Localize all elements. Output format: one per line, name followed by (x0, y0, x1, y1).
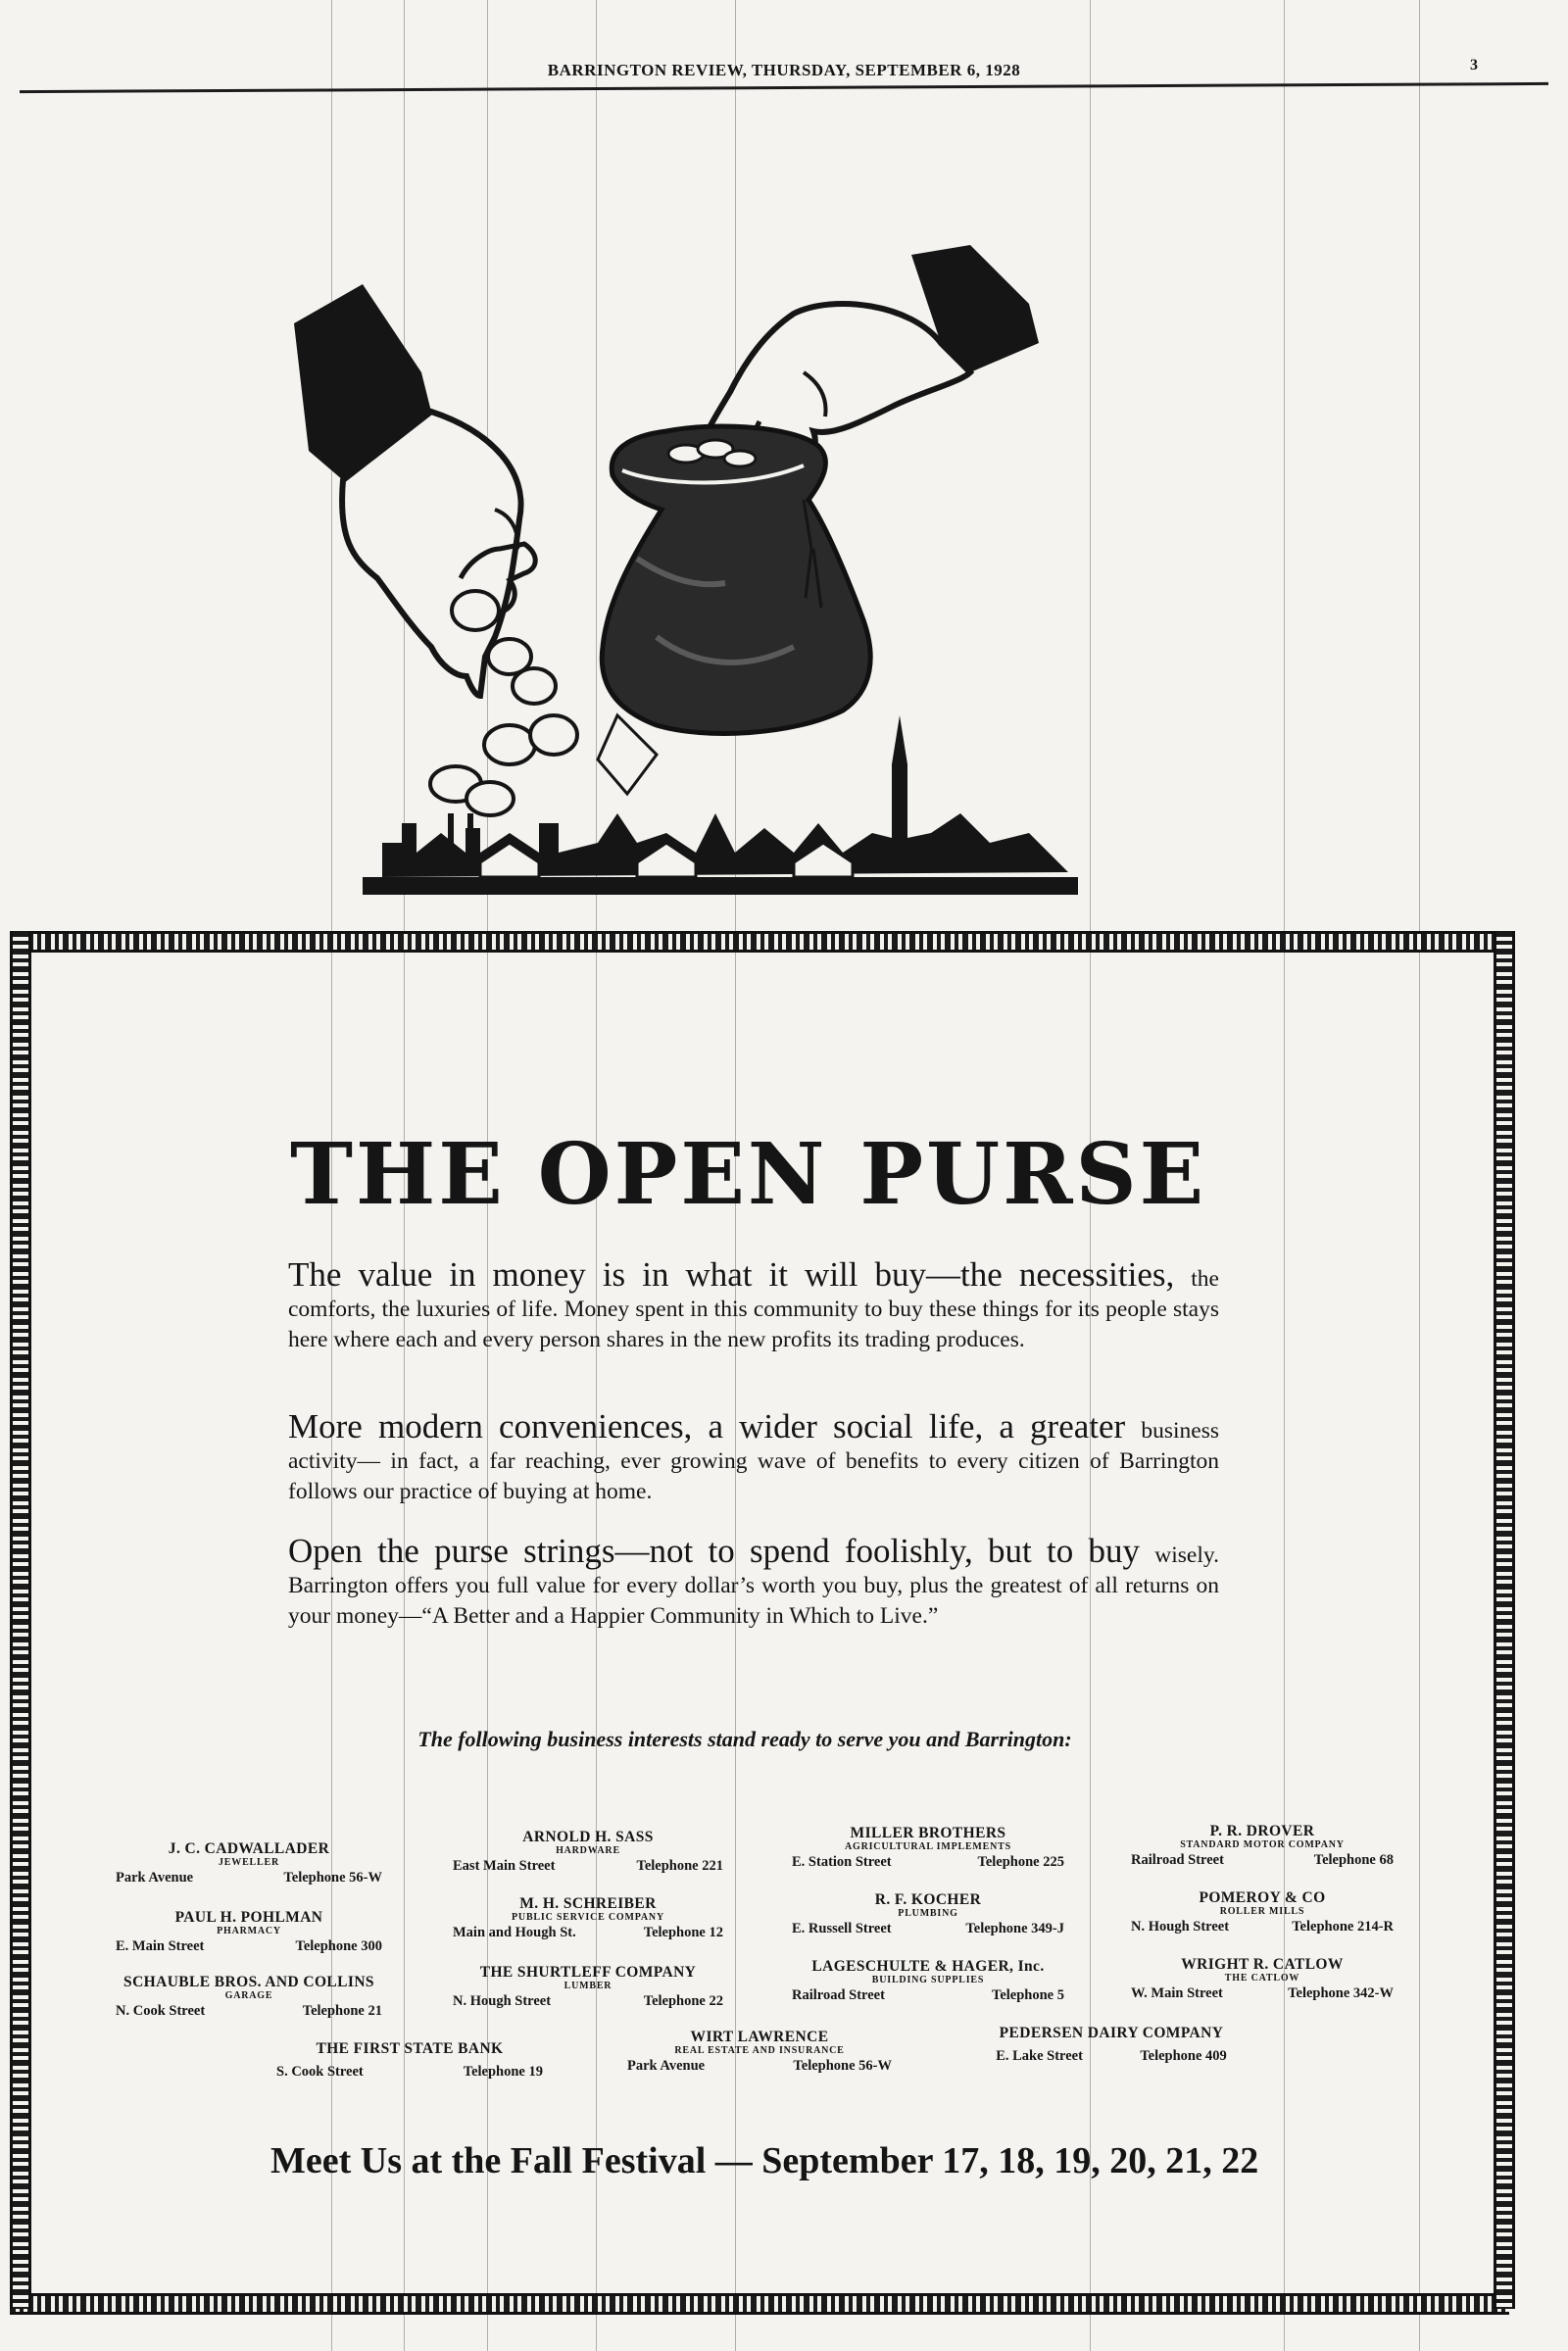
paragraph-1 (288, 1256, 1219, 1355)
paragraph-2-body: business activity— in fact, a far reaching, ever growing wave of benefits to every citizen of Barrington follows our practice of buying at home. (288, 1418, 1219, 1504)
business-type: HARDWARE (556, 1845, 620, 1856)
paragraph-3-lead: Open the purse strings—not to spend foolishly, but to buy (288, 1532, 1155, 1570)
business-phone: Telephone 214-R (1292, 1919, 1394, 1935)
business-address: Railroad Street (792, 1987, 885, 2003)
hand-pouring-coins-icon (294, 284, 535, 696)
business-name: J. C. CADWALLADER (168, 1840, 330, 1857)
business-phone: Telephone 409 (1140, 2048, 1227, 2064)
business-listing (1131, 1823, 1394, 1869)
business-name: ARNOLD H. SASS (522, 1829, 654, 1845)
business-address: N. Cook Street (116, 2003, 206, 2019)
fall-festival-footer: Meet Us at the Fall Festival — September 17, 18, 19, 20, 21, 22 (270, 2140, 1259, 2181)
business-type: REAL ESTATE AND INSURANCE (674, 2045, 845, 2056)
business-name: WIRT LAWRENCE (690, 2029, 829, 2045)
ad-headline: THE OPEN PURSE (290, 1125, 1207, 1224)
business-address: Park Avenue (627, 2058, 706, 2074)
purse-icon (602, 426, 870, 733)
business-listing (116, 1840, 382, 1886)
open-purse-illustration (284, 225, 1215, 951)
paragraph-2 (288, 1408, 1219, 1507)
business-name: MILLER BROTHERS (850, 1825, 1006, 1841)
business-address: Park Avenue (116, 1870, 194, 1886)
header-rule (20, 82, 1548, 93)
border-bottom (10, 2293, 1509, 2315)
border-left (10, 931, 31, 2309)
border-right (1494, 931, 1515, 2309)
business-listing (792, 1891, 1064, 1937)
business-phone: Telephone 5 (992, 1987, 1064, 2003)
business-address: Main and Hough St. (453, 1925, 576, 1940)
business-type: AGRICULTURAL IMPLEMENTS (844, 1841, 1011, 1852)
newspaper-header: BARRINGTON REVIEW, THURSDAY, SEPTEMBER 6, 1928 (547, 61, 1021, 79)
business-name: THE SHURTLEFF COMPANY (479, 1964, 697, 1981)
business-listing (1131, 1956, 1394, 2002)
business-type: PUBLIC SERVICE COMPANY (512, 1912, 664, 1923)
paragraph-3 (288, 1533, 1219, 1632)
business-name: P. R. DROVER (1209, 1823, 1315, 1839)
business-listing (276, 2040, 543, 2081)
business-type: STANDARD MOTOR COMPANY (1180, 1839, 1345, 1850)
business-type: PLUMBING (898, 1908, 958, 1919)
business-type: PHARMACY (217, 1926, 281, 1936)
business-phone: Telephone 68 (1313, 1852, 1394, 1868)
business-phone: Telephone 349-J (965, 1921, 1064, 1936)
business-listing (792, 1958, 1064, 2004)
business-address: S. Cook Street (276, 2064, 364, 2080)
business-listing (1131, 1889, 1394, 1935)
business-type: LUMBER (564, 1981, 612, 1991)
page-number: 3 (1470, 57, 1478, 73)
business-name: LAGESCHULTE & HAGER, Inc. (811, 1958, 1045, 1975)
business-phone: Telephone 12 (643, 1925, 723, 1940)
business-name: THE FIRST STATE BANK (316, 2040, 504, 2057)
business-phone: Telephone 56-W (283, 1870, 382, 1886)
business-address: E. Main Street (116, 1938, 205, 1954)
business-phone: Telephone 342-W (1288, 1985, 1394, 2001)
business-listing (978, 2025, 1245, 2065)
paragraph-1-lead: The value in money is in what it will buy—the necessities, (288, 1255, 1192, 1294)
business-listing (792, 1825, 1064, 1871)
business-type: JEWELLER (219, 1857, 279, 1868)
business-address: E. Russell Street (792, 1921, 892, 1936)
business-listing (453, 1964, 723, 2010)
business-address: Railroad Street (1131, 1852, 1224, 1868)
business-phone: Telephone 56-W (793, 2058, 892, 2074)
business-phone: Telephone 300 (295, 1938, 382, 1954)
business-intro: The following business interests stand ready to serve you and Barrington: (417, 1727, 1072, 1751)
business-listing (453, 1829, 723, 1875)
paragraph-2-lead: More modern conveniences, a wider social life, a greater (288, 1407, 1142, 1445)
business-name: R. F. KOCHER (874, 1891, 982, 1908)
business-type: ROLLER MILLS (1219, 1906, 1305, 1917)
business-address: E. Station Street (792, 1854, 892, 1870)
business-address: W. Main Street (1131, 1985, 1223, 2001)
business-address: N. Hough Street (1131, 1919, 1230, 1935)
business-phone: Telephone 21 (302, 2003, 382, 2019)
business-listing (627, 2029, 892, 2075)
business-type: BUILDING SUPPLIES (871, 1975, 985, 1985)
business-type: GARAGE (224, 1990, 273, 2001)
business-name: PAUL H. POHLMAN (174, 1909, 323, 1926)
border-top (10, 931, 1509, 953)
paragraph-1-body: the comforts, the luxuries of life. Money spent in this community to buy these things for its people stays here where each and every person shares in the new profits its trading produces. (288, 1266, 1219, 1352)
business-address: N. Hough Street (453, 1993, 552, 2009)
paragraph-3-body: wisely. Barrington offers you full value for every dollar’s worth you buy, plus the greatest of all returns on your money—“A Better and a Happier Community in Which to Live.” (288, 1543, 1219, 1629)
business-address: East Main Street (453, 1858, 556, 1874)
business-phone: Telephone 221 (636, 1858, 723, 1874)
business-name: WRIGHT R. CATLOW (1181, 1956, 1344, 1973)
business-phone: Telephone 22 (643, 1993, 723, 2009)
business-name: SCHAUBLE BROS. AND COLLINS (123, 1974, 374, 1990)
business-address: E. Lake Street (996, 2048, 1083, 2064)
business-listing (116, 1974, 382, 2020)
business-listing (116, 1909, 382, 1955)
business-type: THE CATLOW (1224, 1973, 1300, 1984)
business-listing (453, 1895, 723, 1941)
business-phone: Telephone 19 (463, 2064, 543, 2080)
business-name: POMEROY & CO (1199, 1889, 1326, 1906)
business-name: M. H. SCHREIBER (519, 1895, 657, 1912)
business-name: PEDERSEN DAIRY COMPANY (999, 2025, 1224, 2041)
business-phone: Telephone 225 (977, 1854, 1064, 1870)
